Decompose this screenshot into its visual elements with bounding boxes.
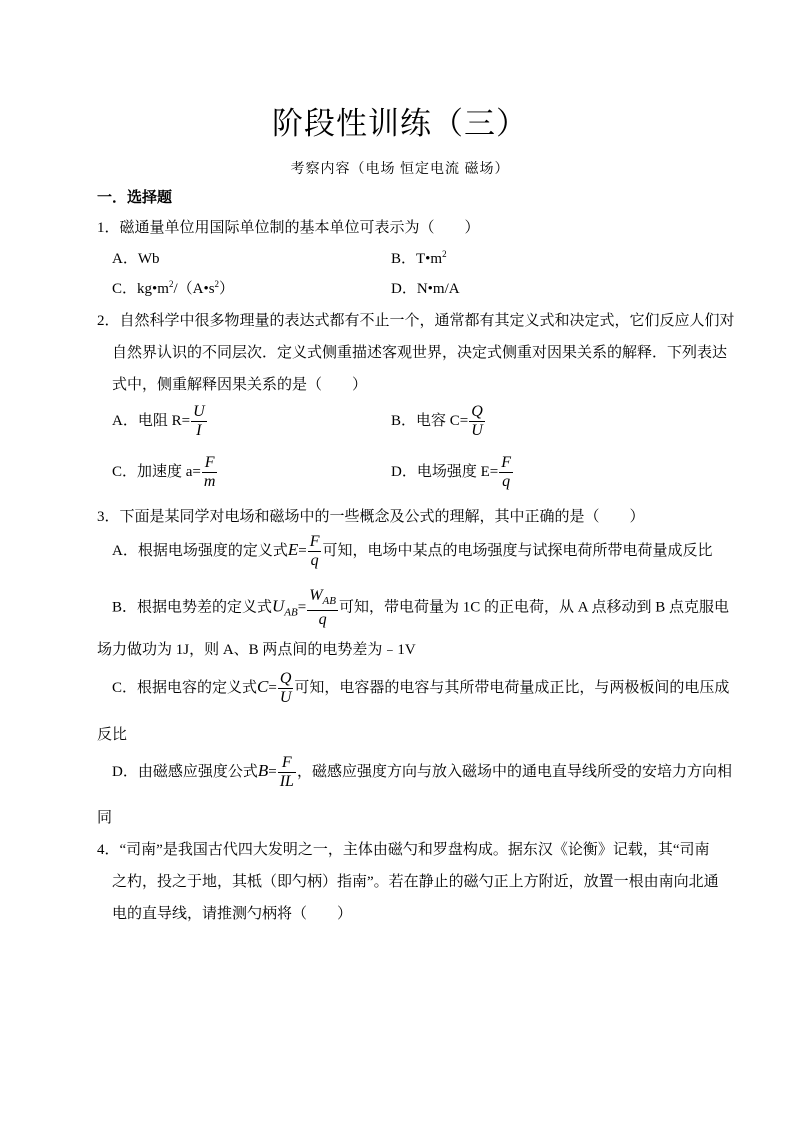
fraction: $\frac{F}{q}$ — [309, 533, 320, 569]
fraction: $\frac{W_{AB}}{q}$ — [309, 587, 336, 629]
q1-option-c: C．$kg•m^2/(A•s^2)$ — [112, 279, 235, 297]
q2-option-c: C．加速度 a= $\frac{F}{m}$ — [112, 454, 216, 490]
q3-option-b-line-2: 场力做功为 1J，则 A、B 两点间的电势差为﹣1V — [97, 642, 416, 658]
q3-option-d-line-2: 同 — [97, 810, 113, 826]
question-4-line-3: 电的直导线，请推测勺柄将（ ） — [112, 906, 353, 922]
q3-option-a: A．根据电场强度的定义式E= $\frac{F}{q}$ 可知，电场中某点的电场强度与试探电荷所带电荷量成反比 — [112, 533, 713, 569]
fraction: $\frac{Q}{U}$ — [279, 670, 292, 706]
q3-option-c-line-2: 反比 — [97, 727, 128, 743]
fraction: $\frac{U}{I}$ — [193, 403, 205, 439]
q2-option-b: B．电容 C= $\frac{Q}{U}$ — [391, 403, 483, 439]
question-2-line-1: 2．自然科学中很多物理量的表达式都有不止一个，通常都有其定义式和决定式，它们反应人们对 — [97, 313, 735, 329]
question-1-stem: 1．磁通量单位用国际单位制的基本单位可表示为（ ） — [97, 220, 480, 236]
q3-option-b: B．根据电势差的定义式$U_{AB}=$ $\frac{W_{AB}}{q}$ 可知，带电荷量为 1C 的正电荷，从 A 点移动到 B 点克服电 — [112, 587, 730, 629]
question-3-stem: 3．下面是某同学对电场和磁场中的一些概念及公式的理解，其中正确的是（ ） — [97, 509, 645, 525]
fraction: $\frac{F}{m}$ — [203, 454, 216, 490]
fraction: $\frac{F}{IL}$ — [279, 754, 294, 790]
fraction: $\frac{Q}{U}$ — [471, 403, 483, 439]
question-4-line-2: 之杓，投之于地，其柢（即勺柄）指南”。若在静止的磁勺正上方附近，放置一根由南向北通 — [112, 874, 719, 890]
fraction: $\frac{F}{q}$ — [501, 454, 511, 490]
page-title: 阶段性训练（三） — [272, 106, 528, 142]
q1-option-d: D．N•m/A — [391, 281, 460, 297]
question-4-line-1: 4．“司南”是我国古代四大发明之一，主体由磁勺和罗盘构成。据东汉《论衡》记载，其“司南 — [97, 842, 710, 858]
q2-option-d: D．电场强度 E= $\frac{F}{q}$ — [391, 454, 511, 490]
q3-option-c: C．根据电容的定义式C= $\frac{Q}{U}$ 可知，电容器的电容与其所带电荷量成正比，与两极板间的电压成 — [112, 670, 730, 706]
q2-option-a: A．电阻 R= $\frac{U}{I}$ — [112, 403, 205, 439]
question-2-line-2: 自然界认识的不同层次．定义式侧重描述客观世界，决定式侧重对因果关系的解释．下列表达 — [112, 345, 728, 361]
page-subtitle: 考察内容（电场 恒定电流 磁场） — [290, 162, 510, 177]
q1-option-b: B．$T•m^2$ — [391, 249, 447, 267]
section-title: 一．选择题 — [97, 188, 173, 206]
question-2-line-3: 式中，侧重解释因果关系的是（ ） — [112, 377, 368, 393]
q3-option-d: D．由磁感应强度公式B= $\frac{F}{IL}$ ，磁感应强度方向与放入磁场中的通电直导线所受的安培力方向相 — [112, 754, 732, 790]
q1-option-a: A．Wb — [112, 251, 160, 267]
